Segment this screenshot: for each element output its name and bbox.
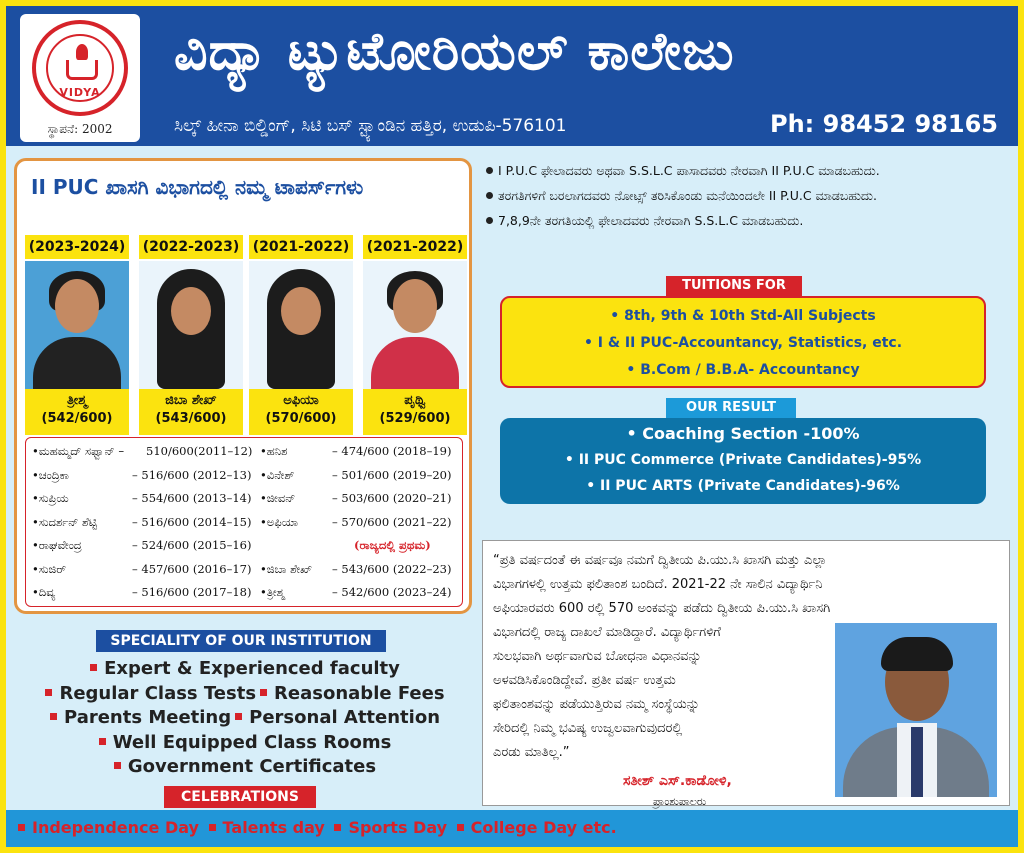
message-line: ವಿಭಾಗದಲ್ಲಿ ರಾಜ್ಯ ದಾಖಲೆ ಮಾಡಿದ್ದಾರೆ. ವಿದ್ಯಾರ್ಥಿಗಳಿಗೆ [493, 625, 721, 640]
vidya-logo [32, 20, 128, 116]
topper-photo [363, 261, 467, 389]
speciality-heading: SPECIALITY OF OUR INSTITUTION [96, 630, 386, 652]
speciality-line: Well Equipped Class Rooms [14, 732, 472, 757]
topper-photo [139, 261, 243, 389]
result-row: •ಅಫಿಯಾ – 570/600 (2021–22) [260, 514, 452, 529]
bullet-square-icon [90, 664, 97, 671]
result-row: •ಮಹಮ್ಮದ್ ಸಫ್ವಾನ್ – 510/600(2011–12) [32, 444, 253, 458]
header-banner [6, 6, 1018, 146]
bullet-square-icon [260, 689, 267, 696]
college-title: ವಿದ್ಯಾ ಟ್ಯುಟೋರಿಯಲ್ ಕಾಲೇಜು [174, 22, 735, 82]
topper-score: (570/600) [265, 411, 337, 426]
message-line: ಸೇರಿದಲ್ಲಿ ನಿಮ್ಮ ಭವಿಷ್ಯ ಉಜ್ವಲವಾಗುವುದರಲ್ಲಿ [493, 721, 683, 736]
celebration-item: Independence Day [32, 818, 199, 837]
topper-name: ತ್ರೀಶ್ಮ [66, 393, 88, 408]
message-line: ಎರಡು ಮಾತಿಲ್ಲ.” [493, 745, 570, 760]
tuition-line: • 8th, 9th & 10th Std-All Subjects [610, 308, 876, 324]
topper-card [25, 235, 129, 435]
logo-text: VIDYA [59, 86, 101, 99]
notice-item: 7,8,9ನೇ ತರಗತಿಯಲ್ಲಿ ಫೇಲಾದವರು ನೇರವಾಗಿ S.S.L.C ಮಾಡಬಹುದು. [482, 210, 1010, 231]
topper-name: ಜಿಬಾ ಶೇಖ್ [165, 393, 217, 408]
result-row: •ತ್ರೀಶ್ಮ – 542/600 (2023–24) [260, 585, 452, 599]
college-address: ಸಿಲ್ಕ್ ಹೀನಾ ಬಿಲ್ಡಿಂಗ್, ಸಿಟಿ ಬಸ್ ಸ್ಟ್ಯಾಂಡಿನ ಹತ್ತಿರ, ಉಡುಪಿ-576101 [174, 116, 567, 136]
celebrations-heading: CELEBRATIONS [164, 786, 316, 808]
topper-year: (2022-2023) [139, 235, 243, 259]
topper-score: (542/600) [41, 411, 113, 426]
topper-score: (529/600) [379, 411, 451, 426]
result-line: • II PUC Commerce (Private Candidates)-95% [564, 452, 922, 468]
bullet-square-icon [457, 824, 464, 831]
topper-name-box [249, 389, 353, 435]
message-line: ಅಫಿಯಾರವರು 600 ರಲ್ಲಿ 570 ಅಂಕವನ್ನು ಪಡೆದು ದ್ವಿತೀಯ ಪಿ.ಯು.ಸಿ ಖಾಸಗಿ [493, 601, 831, 616]
topper-name: ಅಫಿಯಾ [283, 393, 319, 408]
logo-box [20, 14, 140, 142]
result-row: •ಸುದರ್ಶನ್ ಶೆಟ್ಟಿ – 516/600 (2014–15) [32, 514, 252, 529]
results-column-right [260, 444, 460, 609]
our-result-box [500, 418, 986, 504]
result-row: •ರಾಘವೇಂದ್ರ – 524/600 (2015–16) [32, 538, 252, 552]
bullet-square-icon [99, 738, 106, 745]
tuition-line: • B.Com / B.B.A- Accountancy [626, 362, 860, 378]
result-row: •ದಿವ್ಯ – 516/600 (2017–18) [32, 585, 252, 599]
topper-name-box [25, 389, 129, 435]
result-row: •ಸುಪ್ರಿಯ – 554/600 (2013–14) [32, 491, 252, 505]
our-result-heading: OUR RESULT [666, 398, 796, 418]
bullet-square-icon [50, 713, 57, 720]
topper-name-box [139, 389, 243, 435]
topper-year: (2021-2022) [363, 235, 467, 259]
phone-number[interactable]: Ph: 98452 98165 [770, 110, 998, 138]
celebrations-list [14, 818, 617, 837]
topper-name-box [363, 389, 467, 435]
notice-list [482, 160, 1010, 235]
message-line: ಸುಲಭವಾಗಿ ಅರ್ಥವಾಗುವ ಬೋಧನಾ ವಿಧಾನವನ್ನು [493, 649, 702, 664]
speciality-line: Parents Meeting Personal Attention [14, 707, 472, 732]
speciality-list [14, 658, 472, 781]
bullet-square-icon [209, 824, 216, 831]
bullet-square-icon [18, 824, 25, 831]
topper-card [139, 235, 243, 435]
state-first-note: (ರಾಜ್ಯದಲ್ಲಿ ಪ್ರಥಮ) [354, 538, 431, 552]
notice-item: ತರಗತಿಗಳಿಗೆ ಬರಲಾಗದವರು ನೋಟ್ಸ್ ತರಿಸಿಕೊಂಡು ಮನೆಯಿಂದಲೇ II P.U.C ಮಾಡಬಹುದು. [482, 185, 1010, 206]
topper-name: ಪೃಥ್ವಿ [404, 393, 426, 408]
toppers-panel [14, 158, 472, 614]
principal-message-box [482, 540, 1010, 806]
speciality-line: Regular Class Tests Reasonable Fees [14, 683, 472, 708]
message-line: ಅಳವಡಿಸಿಕೊಂಡಿದ್ದೇವೆ. ಪ್ರತೀ ವರ್ಷ ಉತ್ತಮ [493, 673, 676, 688]
result-line: • II PUC ARTS (Private Candidates)-96% [586, 478, 900, 494]
result-row: •ಚಂದ್ರಿಕಾ – 516/600 (2012–13) [32, 467, 252, 482]
topper-card [363, 235, 467, 435]
tuitions-heading: TUITIONS FOR [666, 276, 802, 296]
results-column-left [32, 444, 254, 609]
message-line: “ಪ್ರತಿ ವರ್ಷದಂತೆ ಈ ವರ್ಷವೂ ನಮಗೆ ದ್ವಿತೀಯ ಪಿ.ಯು.ಸಿ ಖಾಸಗಿ ಮತ್ತು ಎಲ್ಲಾ [493, 553, 827, 568]
message-line: ಫಲಿತಾಂಶವನ್ನು ಪಡೆಯುತ್ತಿರುವ ನಮ್ಮ ಸಂಸ್ಥೆಯನ್ನು [493, 697, 700, 712]
tuitions-box [500, 296, 986, 388]
message-line: ವಿಭಾಗಗಳಲ್ಲಿ ಉತ್ತಮ ಫಲಿತಾಂಶ ಬಂದಿದೆ. 2021-22 ನೇ ಸಾಲಿನ ವಿದ್ಯಾರ್ಥಿನಿ [493, 577, 823, 592]
celebration-item: College Day etc. [470, 818, 617, 837]
topper-year: (2021-2022) [249, 235, 353, 259]
bullet-square-icon [114, 762, 121, 769]
result-row: •ಹನಿಶ – 474/600 (2018–19) [260, 444, 452, 458]
topper-year: (2023-2024) [25, 235, 129, 259]
lamp-flame-icon [76, 44, 88, 60]
celebration-item: Talents day [222, 818, 325, 837]
result-note-row [260, 538, 460, 562]
topper-score: (543/600) [155, 411, 227, 426]
result-row: •ಸುಜಿರ್ – 457/600 (2016–17) [32, 561, 252, 576]
principal-title: ಪ್ರಾಂಶುಪಾಲರು [653, 795, 707, 808]
established-year: ಸ್ಥಾಪನೆ: 2002 [47, 122, 113, 136]
toppers-title: II PUC ಖಾಸಗಿ ವಿಭಾಗದಲ್ಲಿ ನಮ್ಮ ಟಾಪರ್ಸ್‌ಗಳು [31, 175, 364, 199]
bullet-square-icon [235, 713, 242, 720]
result-row: •ವಿನೇಶ್ – 501/600 (2019–20) [260, 467, 452, 482]
speciality-line: Expert & Experienced faculty [14, 658, 472, 683]
past-results-table [25, 437, 463, 607]
bullet-square-icon [334, 824, 341, 831]
bullet-square-icon [45, 689, 52, 696]
tuition-line: • I & II PUC-Accountancy, Statistics, etc. [583, 335, 903, 351]
notice-item: I P.U.C ಫೇಲಾದವರು ಅಥವಾ S.S.L.C ಪಾಸಾದವರು ನೇರವಾಗಿ II P.U.C ಮಾಡಬಹುದು. [482, 160, 1010, 181]
result-row: •ಜೀವನ್ – 503/600 (2020–21) [260, 491, 452, 505]
topper-photo [25, 261, 129, 389]
topper-photo [249, 261, 353, 389]
result-row: •ಜಿಬಾ ಶೇಖ್ – 543/600 (2022–23) [260, 561, 452, 576]
celebration-item: Sports Day [348, 818, 448, 837]
topper-card [249, 235, 353, 435]
book-icon [66, 60, 98, 80]
result-line: • Coaching Section -100% [626, 424, 860, 443]
principal-photo [835, 623, 997, 797]
speciality-line: Government Certificates [14, 756, 472, 781]
principal-name: ಸತೀಶ್ ಎಸ್.ಕಾಡೋಳಿ, [623, 773, 732, 789]
